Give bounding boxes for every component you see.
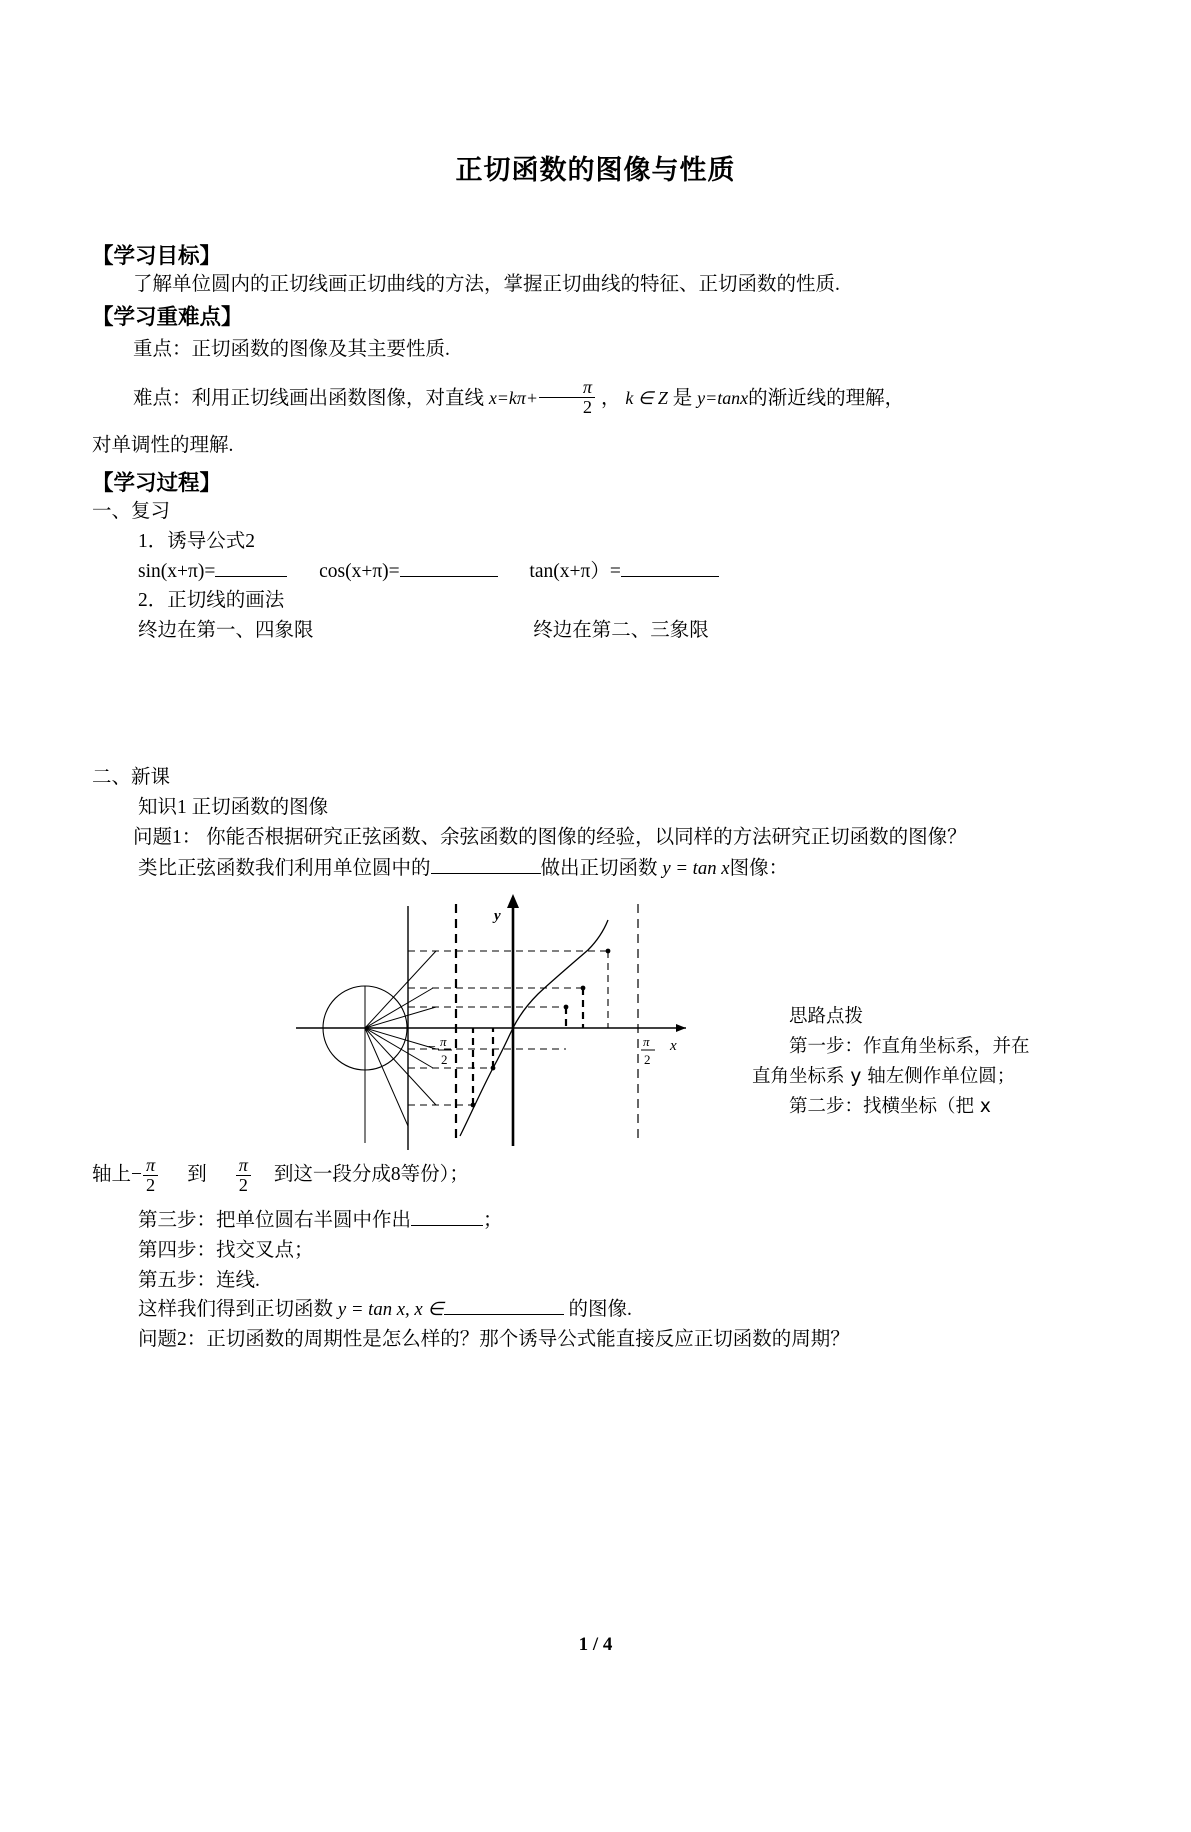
quadrant-right-label: 终边在第二、三象限: [533, 619, 709, 641]
learning-objective-heading: 【学习目标】: [92, 244, 222, 269]
tangent-construction-figure: [288, 888, 708, 1158]
key-point-text: 重点：正切函数的图像及其主要性质.: [132, 338, 450, 360]
difficulty-kz: k ∈ Z: [625, 388, 668, 409]
document-page: [0, 148, 1191, 1832]
difficulty-text-line2: 对单调性的理解.: [92, 434, 234, 456]
step-5: 第五步：连线.: [138, 1269, 260, 1291]
step2-neg: −: [131, 1164, 143, 1186]
tip-heading: 思路点拨: [789, 1005, 864, 1027]
formula-sin: sin(x+π)=: [138, 560, 216, 582]
step2-fraction-1: $\frac{\pi}{2}$: [143, 1156, 158, 1194]
difficulty-fraction: $\frac{\pi}{2}$: [539, 378, 595, 416]
knowledge-1-heading: 知识1 正切函数的图像: [138, 797, 329, 818]
formula-tan: tan(x+π）=: [529, 560, 621, 582]
tip-sidebar: [752, 1002, 1030, 1122]
result-post: 的图像.: [568, 1299, 632, 1321]
step3-post: ；: [483, 1210, 503, 1232]
svg-text:−: −: [428, 1039, 436, 1055]
analogy-formula: y = tan x: [662, 858, 730, 880]
blank-step3[interactable]: [411, 1225, 483, 1226]
difficulty-ytanx: y=tanx: [697, 388, 749, 409]
step2-fraction-2: $\frac{\pi}{2}$: [236, 1156, 251, 1194]
step-4: 第四步：找交叉点；: [138, 1239, 314, 1261]
difficulty-comma: ，: [600, 388, 621, 410]
result-line: [92, 1295, 1099, 1325]
tip-step-2-head: 第二步：找横坐标（把 x: [789, 1095, 991, 1117]
analogy-post: 做出正切函数: [540, 858, 658, 880]
step-2-continuation: [92, 1156, 1099, 1194]
difficulty-shi: 是: [672, 388, 693, 410]
page-number: 1 / 4: [578, 1634, 613, 1655]
step2-mid: 到: [187, 1164, 207, 1186]
pos-half-pi-label: [641, 1034, 655, 1067]
step2-tail: 到这一段分成8等份）；: [273, 1164, 469, 1186]
svg-text:π: π: [440, 1033, 447, 1049]
review-item-2: 2．正切线的画法: [138, 590, 285, 612]
induction-formulas-row: [92, 557, 1099, 587]
svg-text:π: π: [643, 1033, 650, 1049]
tip-step-1: 第一步：作直角坐标系，并在直角坐标系 y 轴左侧作单位圆；: [752, 1035, 1030, 1087]
difficulty-suffix: 的渐近线的理解，: [748, 388, 905, 410]
x-axis-label: x: [670, 1037, 677, 1054]
difficulty-formula-x: x=kπ+: [488, 388, 538, 409]
blank-tan[interactable]: [621, 576, 719, 577]
new-lesson-heading: 二、新课: [92, 767, 171, 789]
step-3: [92, 1206, 1099, 1236]
page-title: 正切函数的图像与性质: [455, 155, 736, 186]
result-pre: 这样我们得到正切函数: [138, 1299, 334, 1321]
y-axis-label: y: [494, 907, 501, 924]
blank-sin[interactable]: [215, 576, 287, 577]
blank-unit-circle[interactable]: [431, 873, 541, 874]
steps-list: [92, 1156, 1099, 1355]
quadrant-left-label: 终边在第一、四象限: [138, 619, 314, 641]
question-1-text: 问题1： 你能否根据研究正弦函数、余弦函数的图像的经验，以同样的方法研究正切函数的图像？: [132, 826, 967, 848]
analogy-end: 图像：: [729, 858, 789, 880]
analogy-text: [92, 854, 1099, 884]
quadrant-row: [92, 616, 1099, 646]
result-formula: y = tan x, x ∈: [337, 1299, 444, 1321]
key-difficulty-heading: 【学习重难点】: [92, 304, 243, 330]
formula-cos: cos(x+π)=: [319, 560, 400, 582]
difficulty-text: [92, 378, 1099, 416]
review-item-1: 1．诱导公式2: [138, 530, 256, 552]
svg-text:2: 2: [441, 1051, 448, 1067]
neg-half-pi-label: [428, 1034, 452, 1067]
blank-domain[interactable]: [444, 1314, 564, 1315]
step2-pre: 轴上: [92, 1164, 132, 1186]
difficulty-prefix: 难点：利用正切线画出函数图像，对直线: [132, 388, 484, 410]
review-heading: 一、复习: [92, 501, 171, 523]
step3-pre: 第三步：把单位圆右半圆中作出: [138, 1210, 412, 1232]
analogy-pre: 类比正弦函数我们利用单位圆中的: [138, 858, 431, 880]
learning-process-heading: 【学习过程】: [92, 471, 222, 497]
figure-area: [92, 884, 1099, 1152]
svg-text:2: 2: [644, 1051, 651, 1067]
tangent-graph-svg: [288, 888, 708, 1153]
question-2-text: 问题2：正切函数的周期性是怎么样的？那个诱导公式能直接反应正切函数的周期？: [138, 1328, 850, 1350]
learning-objective-text: 了解单位圆内的正切线画正切曲线的方法，掌握正切曲线的特征、正切函数的性质.: [132, 274, 840, 295]
blank-cos[interactable]: [400, 576, 498, 577]
document-body: [92, 187, 1099, 1354]
